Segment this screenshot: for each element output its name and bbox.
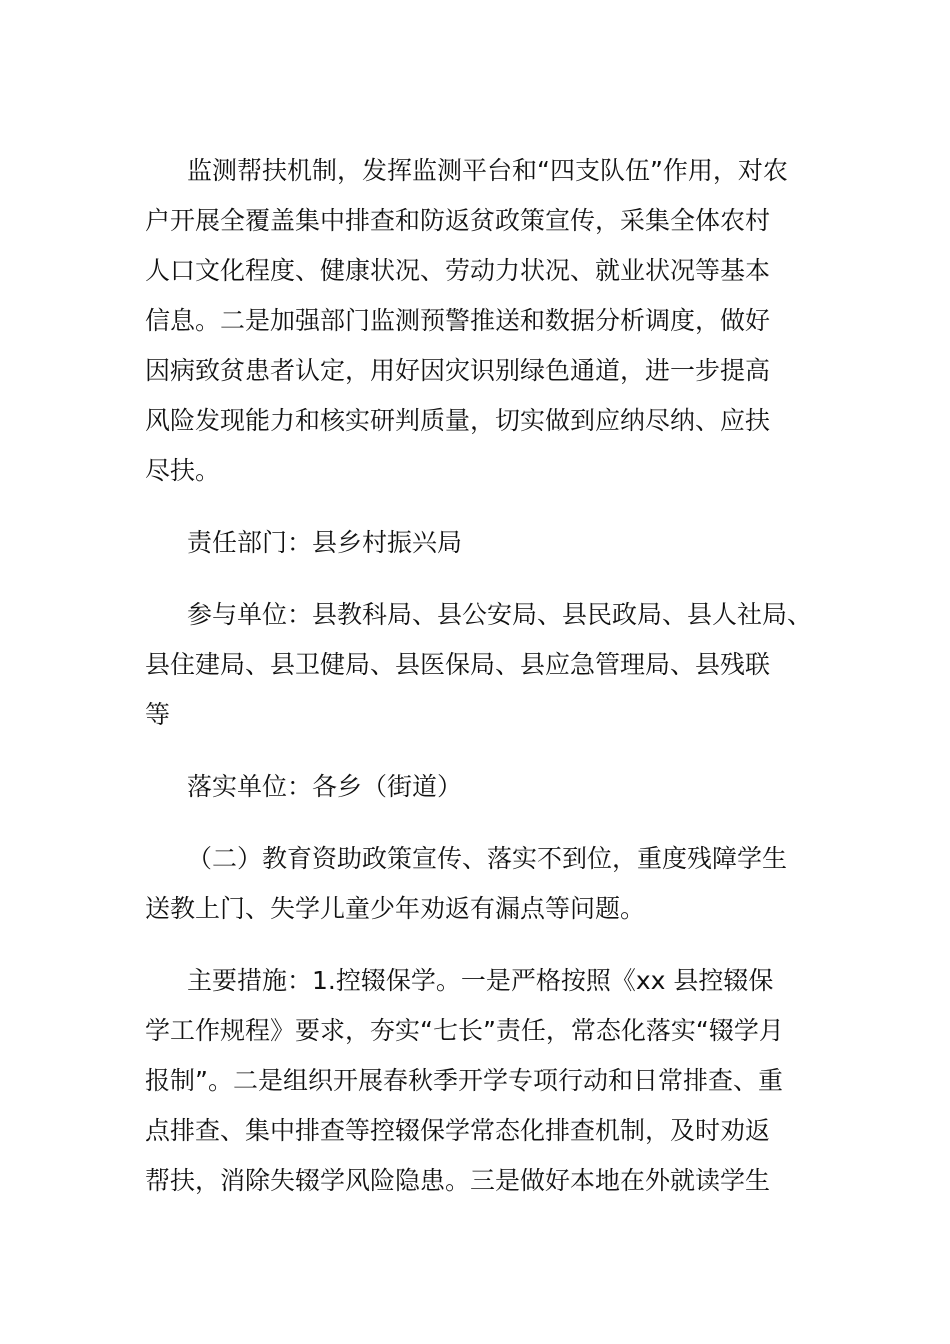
text-line: 参与单位：县教科局、县公安局、县民政局、县人社局、	[187, 600, 813, 629]
text-line: 监测帮扶机制，发挥监测平台和“四支队伍”作用，对农	[187, 156, 788, 185]
text-line: 责任部门：县乡村振兴局	[187, 528, 463, 557]
text-line: 信息。二是加强部门监测预警推送和数据分析调度，做好	[145, 306, 771, 335]
text-line: 落实单位：各乡（街道）	[187, 772, 463, 801]
text-line: 主要措施：1.控辍保学。一是严格按照《xx 县控辍保	[187, 966, 774, 995]
paragraph-main-measures	[145, 956, 825, 1206]
text-line: 尽扶。	[145, 456, 221, 485]
text-line: 报制”。二是组织开展春秋季开学专项行动和日常排查、重	[145, 1066, 783, 1095]
text-line: 等	[145, 700, 171, 729]
text-line: 点排查、集中排查等控辍保学常态化排查机制，及时劝返	[145, 1116, 771, 1145]
paragraph-implementing-units	[145, 762, 825, 812]
document-body	[145, 146, 825, 1206]
text-line: 县住建局、县卫健局、县医保局、县应急管理局、县残联	[145, 650, 771, 679]
text-line: 送教上门、失学儿童少年劝返有漏点等问题。	[145, 894, 646, 923]
paragraph-monitoring-mechanism	[145, 146, 825, 496]
text-line: （二）教育资助政策宣传、落实不到位，重度残障学生	[187, 844, 788, 873]
text-line: 学工作规程》要求，夯实“七长”责任，常态化落实“辍学月	[145, 1016, 784, 1045]
paragraph-section-two-heading	[145, 834, 825, 934]
paragraph-responsible-department	[145, 518, 825, 568]
text-line: 帮扶，消除失辍学风险隐患。三是做好本地在外就读学生	[145, 1166, 771, 1195]
paragraph-participating-units	[145, 590, 825, 740]
text-line: 风险发现能力和核实研判质量，切实做到应纳尽纳、应扶	[145, 406, 771, 435]
text-line: 人口文化程度、健康状况、劳动力状况、就业状况等基本	[145, 256, 771, 285]
text-line: 因病致贫患者认定，用好因灾识别绿色通道，进一步提高	[145, 356, 771, 385]
text-line: 户开展全覆盖集中排查和防返贫政策宣传，采集全体农村	[145, 206, 771, 235]
